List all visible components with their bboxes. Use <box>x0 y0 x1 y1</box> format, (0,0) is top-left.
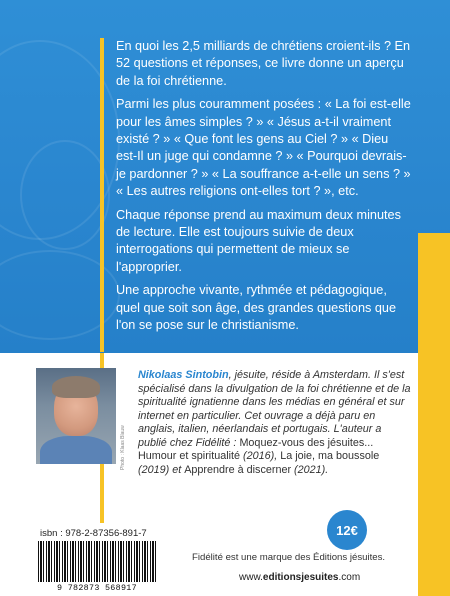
blurb-text <box>116 38 412 341</box>
publisher-website[interactable]: www.editionsjesuites.com <box>239 572 361 583</box>
author-photo <box>36 368 116 464</box>
yellow-side-band <box>418 233 450 596</box>
isbn-label: isbn : 978-2-87356-891-7 <box>40 528 147 539</box>
photo-credit: Photo : Klaas Blauw <box>120 425 126 470</box>
blurb-paragraph-4: Une approche vivante, rythmée et pédagogique, quel que soit son âge, des grandes questions que l'on se pose sur le christianisme. <box>116 283 397 333</box>
publisher-line: Fidélité est une marque des Éditions jésuites. <box>192 552 386 563</box>
illustration-outline <box>20 140 110 250</box>
book-title: Moquez-vous des jésuites... Humour et spiritualité <box>138 436 374 462</box>
barcode-digits: 9 782873 568917 <box>38 582 156 594</box>
yellow-rule <box>100 38 104 352</box>
author-bio: Nikolaas Sintobin, jésuite, réside à Amsterdam. Il s'est spécialisé dans la divulgation de la foi chrétienne et de la spiritualité ignatienne dans les médias en général et sur internet en particulier. Cet ouvrage a déjà paru en anglais, italien, néerlandais et portugais. L'auteur a publié chez Fidélité : Moquez-vous des jésuites... Humour et spiritualité (2016), La joie, ma boussole (2019) et Apprendre à discerner (2021). <box>138 369 411 476</box>
author-name: Nikolaas Sintobin <box>138 369 229 381</box>
book-title: La joie, ma boussole <box>280 450 380 462</box>
blurb-paragraph-1: En quoi les 2,5 milliards de chrétiens croient-ils ? En 52 questions et réponses, ce livre donne un aperçu de la foi chrétienne. <box>116 39 411 88</box>
book-title: Apprendre à discerner <box>184 463 292 476</box>
blurb-paragraph-2: Parmi les plus couramment posées : « La foi est-elle pour les âmes simples ? » « Jésus a-t-il vraiment existé ? » « Que font les gens au Ciel ? » « Dieu est-Il un juge qui condamne ? » « Pourquoi devrais-je pardonner ? » « La souffrance a-t-elle un sens ? » « Les autres religions ont-elles tort ? », etc. <box>116 97 411 199</box>
blurb-paragraph-3: Chaque réponse prend au maximum deux minutes de lecture. Elle est toujours suivie de deux interrogations qui permettent de mieux se l'approprier. <box>116 207 401 274</box>
price-badge: 12€ <box>327 510 367 550</box>
